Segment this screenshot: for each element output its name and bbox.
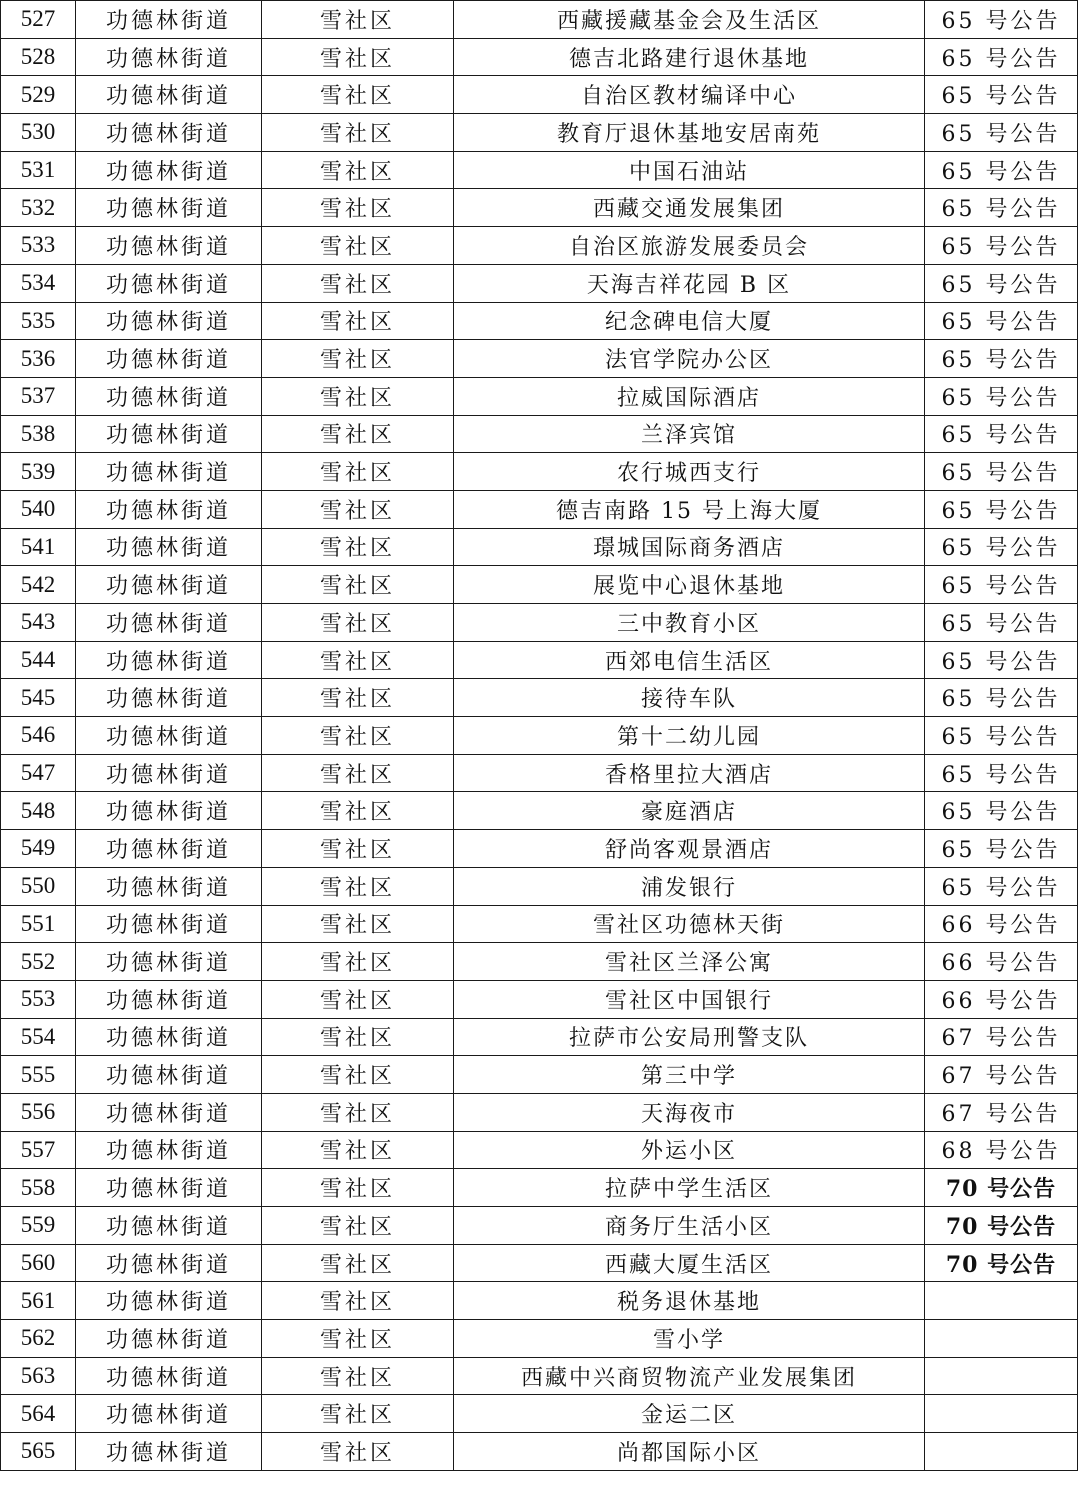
table-row [1, 302, 1078, 340]
row-number-cell: 546 [1, 717, 76, 755]
row-number-cell: 541 [1, 528, 76, 566]
table-row [1, 227, 1078, 265]
community-cell: 雪社区 [262, 114, 454, 152]
community-cell: 雪社区 [262, 490, 454, 528]
row-number-cell: 552 [1, 943, 76, 981]
street-cell: 功德林街道 [76, 604, 262, 642]
notice-cell: 70 号公告 [925, 1244, 1078, 1282]
place-cell: 西郊电信生活区 [454, 641, 925, 679]
street-cell: 功德林街道 [76, 717, 262, 755]
table-row [1, 415, 1078, 453]
table-row [1, 1056, 1078, 1094]
street-cell: 功德林街道 [76, 227, 262, 265]
notice-cell [925, 1357, 1078, 1395]
table-row [1, 76, 1078, 114]
place-cell: 自治区旅游发展委员会 [454, 227, 925, 265]
row-number-cell: 548 [1, 792, 76, 830]
row-number-cell: 559 [1, 1207, 76, 1245]
street-cell: 功德林街道 [76, 1395, 262, 1433]
notice-cell: 65 号公告 [925, 377, 1078, 415]
community-cell: 雪社区 [262, 1395, 454, 1433]
row-number-cell: 528 [1, 38, 76, 76]
table-row [1, 1018, 1078, 1056]
place-cell: 税务退休基地 [454, 1282, 925, 1320]
street-cell: 功德林街道 [76, 151, 262, 189]
street-cell: 功德林街道 [76, 264, 262, 302]
community-cell: 雪社区 [262, 1357, 454, 1395]
place-cell: 天海吉祥花园 B 区 [454, 264, 925, 302]
table-row [1, 679, 1078, 717]
place-cell: 拉萨市公安局刑警支队 [454, 1018, 925, 1056]
place-cell: 第三中学 [454, 1056, 925, 1094]
street-cell: 功德林街道 [76, 1433, 262, 1471]
row-number-cell: 536 [1, 340, 76, 378]
notice-cell: 65 号公告 [925, 867, 1078, 905]
place-cell: 教育厅退休基地安居南苑 [454, 114, 925, 152]
table-row [1, 114, 1078, 152]
notice-cell: 65 号公告 [925, 415, 1078, 453]
row-number-cell: 538 [1, 415, 76, 453]
notice-cell: 65 号公告 [925, 76, 1078, 114]
street-cell: 功德林街道 [76, 679, 262, 717]
notice-cell: 65 号公告 [925, 830, 1078, 868]
notice-cell: 65 号公告 [925, 189, 1078, 227]
street-cell: 功德林街道 [76, 1131, 262, 1169]
table-row [1, 1433, 1078, 1471]
community-cell: 雪社区 [262, 1320, 454, 1358]
street-cell: 功德林街道 [76, 1320, 262, 1358]
place-cell: 西藏大厦生活区 [454, 1244, 925, 1282]
row-number-cell: 561 [1, 1282, 76, 1320]
notice-cell: 66 号公告 [925, 943, 1078, 981]
place-cell: 西藏援藏基金会及生活区 [454, 1, 925, 39]
place-cell: 西藏中兴商贸物流产业发展集团 [454, 1357, 925, 1395]
table-row [1, 943, 1078, 981]
row-number-cell: 532 [1, 189, 76, 227]
notice-cell: 65 号公告 [925, 679, 1078, 717]
notice-cell: 65 号公告 [925, 566, 1078, 604]
place-cell: 外运小区 [454, 1131, 925, 1169]
notice-cell: 67 号公告 [925, 1093, 1078, 1131]
notice-cell: 65 号公告 [925, 490, 1078, 528]
place-cell: 自治区教材编译中心 [454, 76, 925, 114]
community-cell: 雪社区 [262, 453, 454, 491]
community-cell: 雪社区 [262, 980, 454, 1018]
street-cell: 功德林街道 [76, 754, 262, 792]
place-cell: 雪社区功德林天街 [454, 905, 925, 943]
notice-cell: 70 号公告 [925, 1207, 1078, 1245]
place-cell: 金运二区 [454, 1395, 925, 1433]
table-row [1, 264, 1078, 302]
row-number-cell: 558 [1, 1169, 76, 1207]
table-row [1, 717, 1078, 755]
table-row [1, 867, 1078, 905]
place-cell: 浦发银行 [454, 867, 925, 905]
table-row [1, 1131, 1078, 1169]
community-cell: 雪社区 [262, 943, 454, 981]
community-cell: 雪社区 [262, 717, 454, 755]
notice-cell: 65 号公告 [925, 340, 1078, 378]
place-cell: 德吉南路 15 号上海大厦 [454, 490, 925, 528]
notice-cell: 65 号公告 [925, 151, 1078, 189]
notice-cell: 66 号公告 [925, 905, 1078, 943]
street-cell: 功德林街道 [76, 340, 262, 378]
community-cell: 雪社区 [262, 604, 454, 642]
notice-cell: 65 号公告 [925, 264, 1078, 302]
row-number-cell: 556 [1, 1093, 76, 1131]
street-cell: 功德林街道 [76, 189, 262, 227]
row-number-cell: 562 [1, 1320, 76, 1358]
row-number-cell: 545 [1, 679, 76, 717]
street-cell: 功德林街道 [76, 943, 262, 981]
table-row [1, 1282, 1078, 1320]
row-number-cell: 560 [1, 1244, 76, 1282]
table-row [1, 1207, 1078, 1245]
place-cell: 德吉北路建行退休基地 [454, 38, 925, 76]
street-cell: 功德林街道 [76, 1244, 262, 1282]
place-cell: 雪小学 [454, 1320, 925, 1358]
community-cell: 雪社区 [262, 1207, 454, 1245]
table-row [1, 1320, 1078, 1358]
row-number-cell: 529 [1, 76, 76, 114]
street-cell: 功德林街道 [76, 490, 262, 528]
place-cell: 拉威国际酒店 [454, 377, 925, 415]
community-cell: 雪社区 [262, 302, 454, 340]
street-cell: 功德林街道 [76, 1093, 262, 1131]
row-number-cell: 544 [1, 641, 76, 679]
community-cell: 雪社区 [262, 679, 454, 717]
place-cell: 第十二幼儿园 [454, 717, 925, 755]
street-cell: 功德林街道 [76, 114, 262, 152]
place-cell: 香格里拉大酒店 [454, 754, 925, 792]
street-cell: 功德林街道 [76, 38, 262, 76]
notice-cell: 65 号公告 [925, 453, 1078, 491]
community-cell: 雪社区 [262, 377, 454, 415]
street-cell: 功德林街道 [76, 1207, 262, 1245]
place-cell: 舒尚客观景酒店 [454, 830, 925, 868]
street-cell: 功德林街道 [76, 302, 262, 340]
community-cell: 雪社区 [262, 1169, 454, 1207]
notice-cell: 70 号公告 [925, 1169, 1078, 1207]
community-cell: 雪社区 [262, 340, 454, 378]
community-cell: 雪社区 [262, 792, 454, 830]
community-cell: 雪社区 [262, 1018, 454, 1056]
street-cell: 功德林街道 [76, 1169, 262, 1207]
street-cell: 功德林街道 [76, 415, 262, 453]
notice-cell: 65 号公告 [925, 717, 1078, 755]
row-number-cell: 551 [1, 905, 76, 943]
table-row [1, 566, 1078, 604]
place-cell: 兰泽宾馆 [454, 415, 925, 453]
place-cell: 天海夜市 [454, 1093, 925, 1131]
street-cell: 功德林街道 [76, 980, 262, 1018]
community-cell: 雪社区 [262, 1433, 454, 1471]
street-cell: 功德林街道 [76, 1018, 262, 1056]
row-number-cell: 542 [1, 566, 76, 604]
notice-cell: 65 号公告 [925, 302, 1078, 340]
community-cell: 雪社区 [262, 566, 454, 604]
place-cell: 雪社区中国银行 [454, 980, 925, 1018]
community-cell: 雪社区 [262, 1131, 454, 1169]
place-cell: 拉萨中学生活区 [454, 1169, 925, 1207]
place-cell: 尚都国际小区 [454, 1433, 925, 1471]
notice-cell: 65 号公告 [925, 528, 1078, 566]
notice-cell: 67 号公告 [925, 1056, 1078, 1094]
community-cell: 雪社区 [262, 754, 454, 792]
table-row [1, 905, 1078, 943]
table-row [1, 453, 1078, 491]
table-row [1, 830, 1078, 868]
community-cell: 雪社区 [262, 151, 454, 189]
community-cell: 雪社区 [262, 76, 454, 114]
community-cell: 雪社区 [262, 264, 454, 302]
table-row [1, 340, 1078, 378]
place-cell: 豪庭酒店 [454, 792, 925, 830]
table-row [1, 189, 1078, 227]
community-cell: 雪社区 [262, 528, 454, 566]
row-number-cell: 553 [1, 980, 76, 1018]
street-cell: 功德林街道 [76, 1056, 262, 1094]
community-cell: 雪社区 [262, 1056, 454, 1094]
row-number-cell: 554 [1, 1018, 76, 1056]
notice-cell [925, 1320, 1078, 1358]
community-cell: 雪社区 [262, 189, 454, 227]
street-cell: 功德林街道 [76, 76, 262, 114]
street-cell: 功德林街道 [76, 1, 262, 39]
table-row [1, 1169, 1078, 1207]
place-cell: 璟城国际商务酒店 [454, 528, 925, 566]
notice-cell: 65 号公告 [925, 754, 1078, 792]
place-cell: 接待车队 [454, 679, 925, 717]
table-row [1, 641, 1078, 679]
notice-cell: 68 号公告 [925, 1131, 1078, 1169]
place-cell: 法官学院办公区 [454, 340, 925, 378]
notice-cell: 65 号公告 [925, 227, 1078, 265]
community-cell: 雪社区 [262, 641, 454, 679]
community-cell: 雪社区 [262, 1282, 454, 1320]
row-number-cell: 535 [1, 302, 76, 340]
row-number-cell: 534 [1, 264, 76, 302]
table-row [1, 528, 1078, 566]
community-cell: 雪社区 [262, 867, 454, 905]
table-row [1, 604, 1078, 642]
community-cell: 雪社区 [262, 227, 454, 265]
place-cell: 中国石油站 [454, 151, 925, 189]
street-cell: 功德林街道 [76, 566, 262, 604]
notice-cell: 65 号公告 [925, 1, 1078, 39]
street-cell: 功德林街道 [76, 377, 262, 415]
street-cell: 功德林街道 [76, 830, 262, 868]
notice-cell: 65 号公告 [925, 792, 1078, 830]
notice-cell: 65 号公告 [925, 604, 1078, 642]
community-cell: 雪社区 [262, 905, 454, 943]
notice-cell: 67 号公告 [925, 1018, 1078, 1056]
table-row [1, 151, 1078, 189]
notice-cell: 65 号公告 [925, 641, 1078, 679]
row-number-cell: 527 [1, 1, 76, 39]
table-row [1, 1357, 1078, 1395]
street-cell: 功德林街道 [76, 1357, 262, 1395]
table-row [1, 980, 1078, 1018]
place-cell: 纪念碑电信大厦 [454, 302, 925, 340]
street-cell: 功德林街道 [76, 453, 262, 491]
row-number-cell: 543 [1, 604, 76, 642]
row-number-cell: 555 [1, 1056, 76, 1094]
table-row [1, 754, 1078, 792]
row-number-cell: 533 [1, 227, 76, 265]
row-number-cell: 547 [1, 754, 76, 792]
table-row [1, 1093, 1078, 1131]
community-cell: 雪社区 [262, 1093, 454, 1131]
table-row [1, 1395, 1078, 1433]
community-cell: 雪社区 [262, 38, 454, 76]
notice-cell [925, 1395, 1078, 1433]
community-cell: 雪社区 [262, 1, 454, 39]
place-cell: 三中教育小区 [454, 604, 925, 642]
notice-cell: 65 号公告 [925, 38, 1078, 76]
row-number-cell: 537 [1, 377, 76, 415]
street-cell: 功德林街道 [76, 792, 262, 830]
row-number-cell: 563 [1, 1357, 76, 1395]
row-number-cell: 540 [1, 490, 76, 528]
row-number-cell: 565 [1, 1433, 76, 1471]
table-row [1, 377, 1078, 415]
place-cell: 农行城西支行 [454, 453, 925, 491]
notice-cell [925, 1282, 1078, 1320]
street-cell: 功德林街道 [76, 867, 262, 905]
notice-cell: 66 号公告 [925, 980, 1078, 1018]
community-cell: 雪社区 [262, 830, 454, 868]
table-row [1, 792, 1078, 830]
table-row [1, 490, 1078, 528]
row-number-cell: 557 [1, 1131, 76, 1169]
place-cell: 展览中心退休基地 [454, 566, 925, 604]
table-row [1, 1, 1078, 39]
notice-cell: 65 号公告 [925, 114, 1078, 152]
street-cell: 功德林街道 [76, 905, 262, 943]
place-cell: 西藏交通发展集团 [454, 189, 925, 227]
community-cell: 雪社区 [262, 415, 454, 453]
street-cell: 功德林街道 [76, 528, 262, 566]
table-row [1, 38, 1078, 76]
street-cell: 功德林街道 [76, 641, 262, 679]
place-cell: 雪社区兰泽公寓 [454, 943, 925, 981]
row-number-cell: 564 [1, 1395, 76, 1433]
row-number-cell: 530 [1, 114, 76, 152]
row-number-cell: 531 [1, 151, 76, 189]
table-row [1, 1244, 1078, 1282]
row-number-cell: 539 [1, 453, 76, 491]
street-cell: 功德林街道 [76, 1282, 262, 1320]
community-cell: 雪社区 [262, 1244, 454, 1282]
notice-cell [925, 1433, 1078, 1471]
table-body [1, 1, 1078, 1471]
row-number-cell: 550 [1, 867, 76, 905]
row-number-cell: 549 [1, 830, 76, 868]
place-cell: 商务厅生活小区 [454, 1207, 925, 1245]
